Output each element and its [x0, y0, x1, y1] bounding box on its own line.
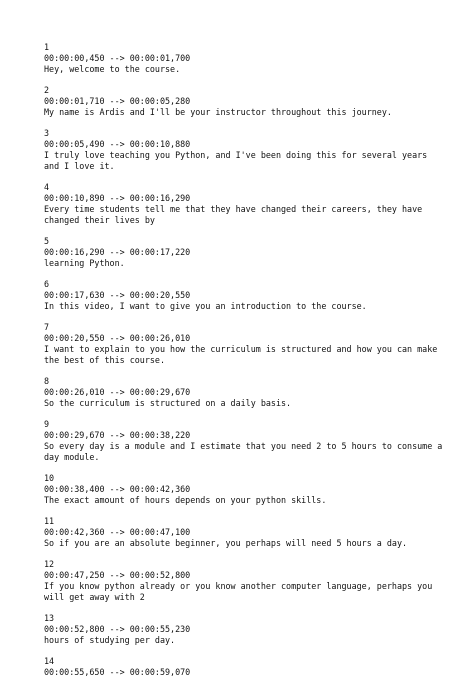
cue-timestamp: 00:00:47,250 --> 00:00:52,800	[44, 570, 191, 580]
subtitle-cue	[44, 128, 444, 172]
cue-text: learning Python.	[44, 258, 125, 268]
cue-timestamp: 00:00:01,710 --> 00:00:05,280	[44, 96, 191, 106]
cue-text: I want to explain to you how the curriculum is structured and how you can make the best of this course.	[44, 344, 443, 365]
cue-text: hours of studying per day.	[44, 635, 176, 645]
cue-timestamp: 00:00:10,890 --> 00:00:16,290	[44, 193, 191, 203]
subtitle-cue	[44, 322, 444, 366]
cue-index: 3	[44, 128, 50, 138]
cue-index: 13	[44, 613, 55, 623]
cue-text: So every day is a module and I estimate that you need 2 to 5 hours to consume a day module.	[44, 441, 448, 462]
subtitle-cue	[44, 516, 444, 549]
cue-text: In this video, I want to give you an introduction to the course.	[44, 301, 367, 311]
cue-timestamp: 00:00:05,490 --> 00:00:10,880	[44, 139, 191, 149]
cue-timestamp: 00:00:38,400 --> 00:00:42,360	[44, 484, 191, 494]
cue-timestamp: 00:00:00,450 --> 00:00:01,700	[44, 53, 191, 63]
cue-index: 10	[44, 473, 55, 483]
cue-index: 1	[44, 42, 50, 52]
cue-timestamp: 00:00:29,670 --> 00:00:38,220	[44, 430, 191, 440]
cue-text: So if you are an absolute beginner, you perhaps will need 5 hours a day.	[44, 538, 408, 548]
cue-index: 8	[44, 376, 50, 386]
subtitle-cue	[44, 656, 444, 678]
cue-timestamp: 00:00:20,550 --> 00:00:26,010	[44, 333, 191, 343]
cue-index: 2	[44, 85, 50, 95]
cue-text: So the curriculum is structured on a daily basis.	[44, 398, 292, 408]
cue-text: My name is Ardis and I'll be your instructor throughout this journey.	[44, 107, 392, 117]
cue-index: 7	[44, 322, 50, 332]
cue-text: I truly love teaching you Python, and I've been doing this for several years and I love it.	[44, 150, 433, 171]
cue-index: 5	[44, 236, 50, 246]
subtitle-cue	[44, 42, 444, 75]
cue-timestamp: 00:00:42,360 --> 00:00:47,100	[44, 527, 191, 537]
cue-timestamp: 00:00:16,290 --> 00:00:17,220	[44, 247, 191, 257]
subtitle-cue	[44, 182, 444, 226]
subtitle-cue	[44, 559, 444, 603]
subtitle-cue	[44, 419, 448, 463]
cue-index: 6	[44, 279, 50, 289]
cue-text: The exact amount of hours depends on your python skills.	[44, 495, 327, 505]
subtitle-cue	[44, 613, 444, 646]
subtitle-cue	[44, 376, 444, 409]
cue-text: If you know python already or you know another computer language, perhaps you will get away with 2	[44, 581, 438, 602]
subtitle-cue	[44, 279, 444, 312]
subtitle-cue	[44, 85, 444, 118]
cue-index: 12	[44, 559, 55, 569]
cue-index: 11	[44, 516, 55, 526]
subtitle-cue	[44, 473, 444, 506]
cue-text: Every time students tell me that they have changed their careers, they have changed their lives by	[44, 204, 428, 225]
cue-timestamp: 00:00:52,800 --> 00:00:55,230	[44, 624, 191, 634]
cue-index: 14	[44, 656, 55, 666]
subtitle-cue	[44, 236, 444, 269]
cue-index: 4	[44, 182, 50, 192]
cue-timestamp: 00:00:26,010 --> 00:00:29,670	[44, 387, 191, 397]
cue-text: Hey, welcome to the course.	[44, 64, 181, 74]
cue-timestamp: 00:00:55,650 --> 00:00:59,070	[44, 667, 191, 677]
cue-index: 9	[44, 419, 50, 429]
cue-timestamp: 00:00:17,630 --> 00:00:20,550	[44, 290, 191, 300]
